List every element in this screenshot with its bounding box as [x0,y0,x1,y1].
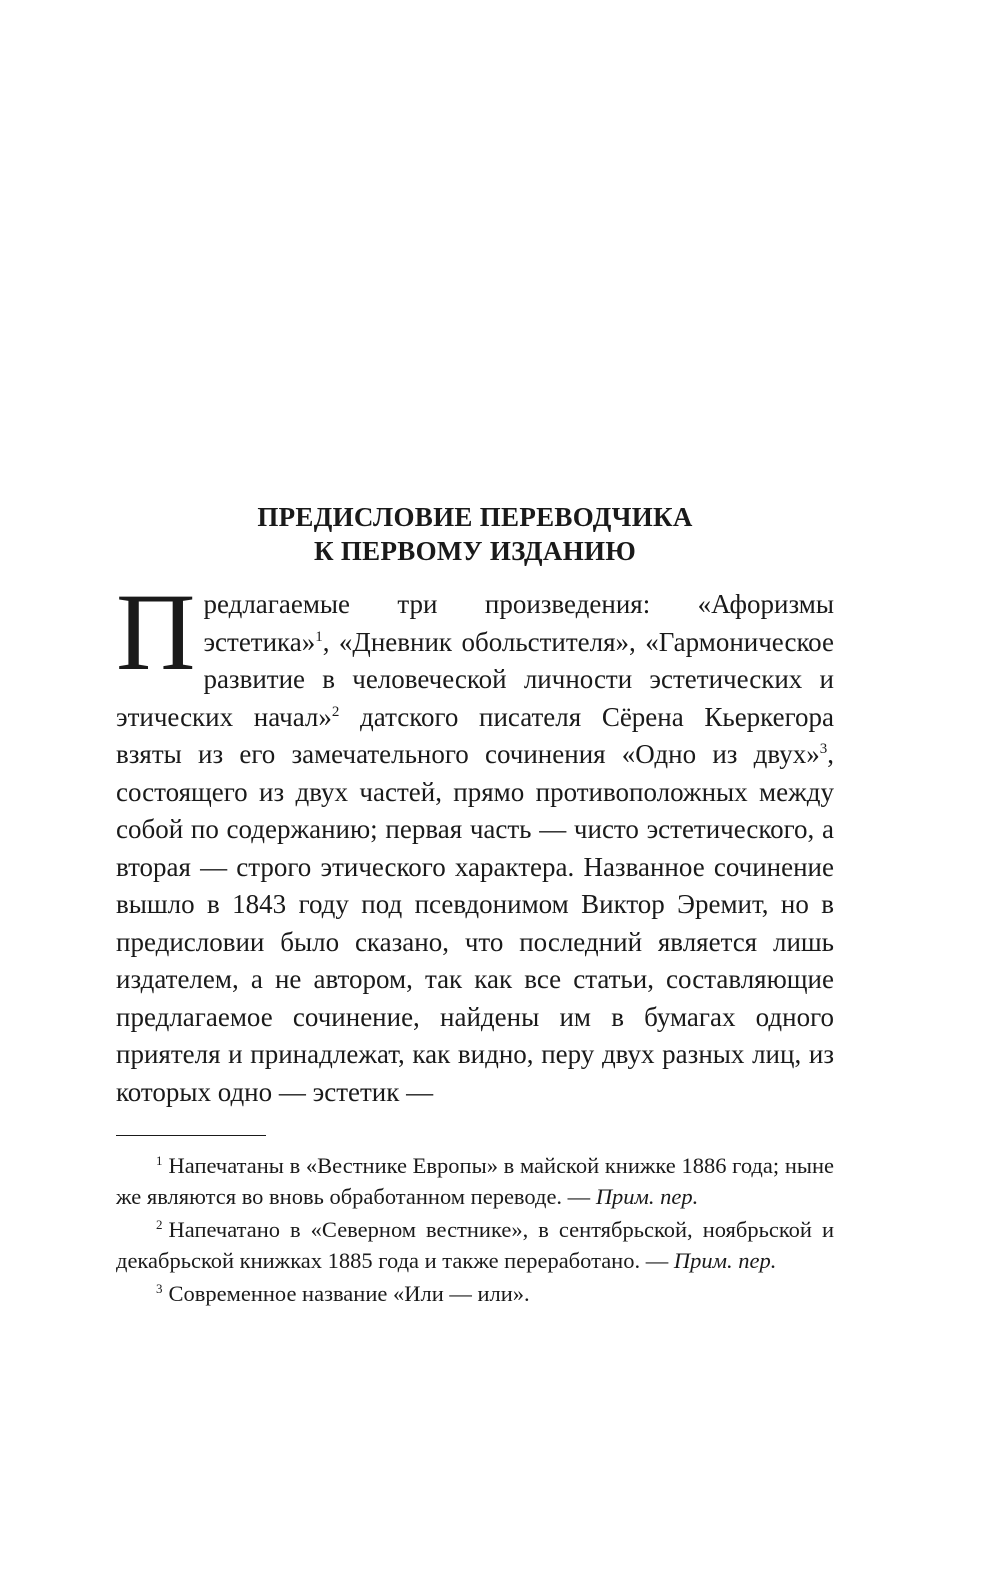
paragraph-text-part-1: редлагаемые три произведения: «Афоризмы эстетика» [203,589,834,657]
footnote-3 [116,1278,834,1309]
chapter-title [116,500,834,568]
paragraph-text-part-3: датского писателя Сёрена Кьеркегора взяты из его замечательного сочинения «Одно из двух» [116,701,834,769]
chapter-title-line-1: ПРЕДИСЛОВИЕ ПЕРЕВОДЧИКА [257,502,693,532]
footnote-note: Прим. пер. [673,1248,777,1273]
footnote-2 [116,1214,834,1276]
footnote-note: Прим. пер. [595,1184,699,1209]
footnote-separator [116,1135,266,1136]
footnote-number: 3 [156,1281,163,1296]
footnote-1 [116,1150,834,1212]
paragraph-text-part-4: , состоящего из двух частей, прямо противоположных между собой по содержанию; первая часть — чисто эстетического, а вторая — строго этического характера. Названное сочинение вышло в 1843 году под псевдонимом Виктор Эремит, но в предисловии было сказано, что последний является лишь издателем, а не автором, так как все статьи, составляющие предлагаемое сочинение, найдены им в бумагах одного приятеля и принадлежат, как видно, перу двух разных лиц, из которых одно — эстетик — [116,739,834,1107]
paragraph-text-part-2: , «Дневник обольстителя», «Гармоническое развитие в человеческой личности эстетических и этических начал» [116,626,834,732]
footnote-ref-2[interactable]: 2 [331,703,340,720]
footnote-text: Современное название «Или — или». [168,1281,530,1306]
footnote-ref-1[interactable]: 1 [315,628,323,645]
page-content [116,500,834,1311]
main-paragraph [116,571,834,1111]
footnote-text: Напечатано в «Северном вестнике», в сентябрьской, ноябрьской и декабрьской книжках 1885 года и также переработано. — [116,1217,834,1273]
footnote-ref-3[interactable]: 3 [819,741,828,757]
footnote-text: Напечатаны в «Вестнике Европы» в майской книжке 1886 года; ныне же являются во вновь обработанном переводе. — [116,1153,834,1209]
footnote-number: 1 [156,1153,163,1168]
footnote-number: 2 [156,1217,163,1232]
drop-cap: П [116,571,196,693]
footnotes [116,1150,834,1309]
chapter-title-line-2: К ПЕРВОМУ ИЗДАНИЮ [313,536,637,566]
